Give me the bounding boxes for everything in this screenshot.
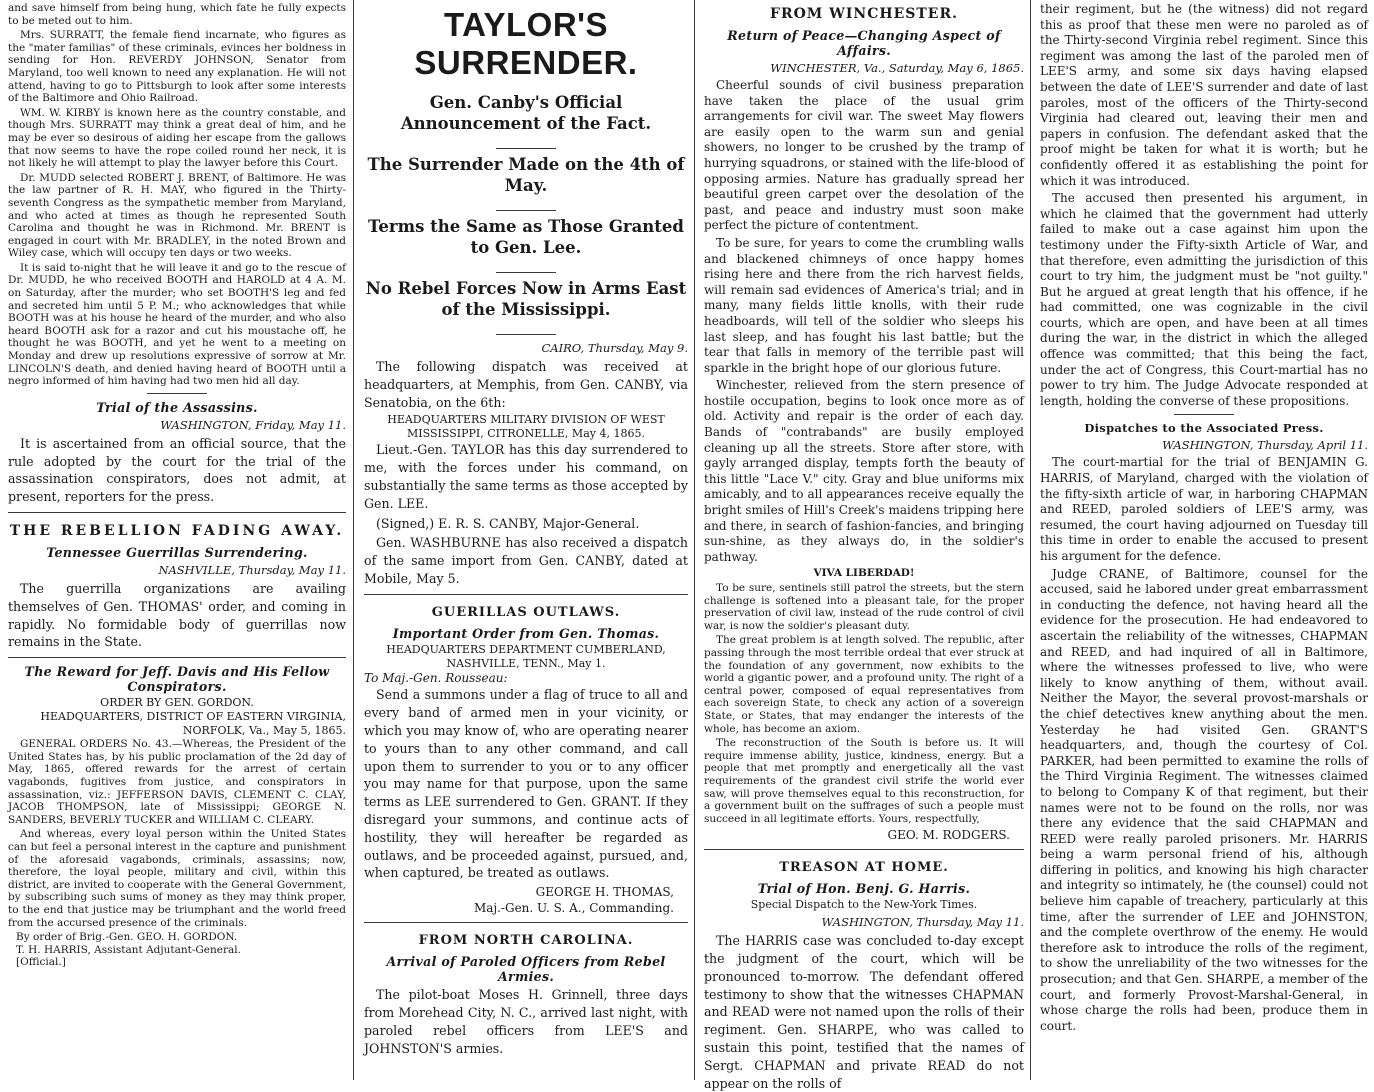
article-text: Send a summons under a flag of truce to all and every band of armed men in your vicinity, or which you may know of, who are operating nearer to yours than to any other command, and call upon them to surrender to you or to any officer you may name for that purpose, upon the same terms as LEE surrendered to Gen. GRANT. If they disregard your summons, and continue acts of hostility, they will hereafter be regarded as outlaws, and be proceeded against, pursued, and, when captured, be treated as outlaws. xyxy=(364,687,688,881)
separator xyxy=(1174,414,1234,415)
article-text: The HARRIS case was concluded to-day except the judgment of the court, which will be pronounced to-morrow. The defendant offered testimony to show that the witnesses CHAPMAN and READ were not named upon the rolls of their regiment. Gen. SHARPE, who was called to sustain this point, testified that the names of Sergt. CHAPMAN and private READ do not appear on the rolls of xyxy=(704,933,1024,1091)
column-rule xyxy=(694,0,695,1080)
deck: The Surrender Made on the 4th of May. xyxy=(367,155,685,195)
article-text: Cheerful sounds of civil business preparation have taken the place of the usual grim arrangements for civil war. The sweet May flowers are easily open to the warm sun and genial showers, no longer to be crushed by the tramp of hurrying squadrons, or stained with the life-blood of opposing armies. Nature has gradually spread her beautiful green carpet over the desolation of the past, and peace and industry must soon make perfect the picture of contentment. xyxy=(704,78,1024,233)
column-rule xyxy=(353,0,354,1080)
headline-taylors-surrender: TAYLOR'S SURRENDER. xyxy=(414,6,638,81)
article-text: The accused then presented his argument, in which he claimed that the government had utterly failed to make out a case against him upon the testimony under the Fifty-sixth Article of War, and that therefore, even admitting the jurisdiction of this court to try him, the judgment must be "not guilty." But he argued at great length that his offence, if he had committed, one was cognizable in the civil courts, which are open, and have been at all times during the war, in the district in which the alleged offence was committed; that this being the fact, under the act of Congress, this Court-martial has no power to try him. The Judge Advocate responded at length, holding the converse of these propositions. xyxy=(1040,191,1368,408)
deck: Terms the Same as Those Granted to Gen. Lee. xyxy=(368,217,684,257)
headline-dispatches-associated-press: Dispatches to the Associated Press. xyxy=(1084,421,1324,436)
article-text: Judge CRANE, of Baltimore, counsel for the accused, said he labored under great embarrassment in conducting the defence, not having heard all the evidence for the prosecution. He had endeavored to ascertain the reliability of the witnesses, CHAPMAN and REED, and had inquired of all in Baltimore, where the witnesses professed to live, who were likely to know anything of them, without avail. Neither the Mayor, the several provost-marshals or the chief detectives knew anything about the men. Yesterday he had visited Gen. GRANT'S headquarters, and, though the courtesy of Col. PARKER, had been permitted to examine the rolls of the Third Virginia Regiment. The witnesses claimed to belong to Company K of that regiment, but their names were not to be found on the rolls, nor was there any evidence that the said CHAPMAN and REED were really paroled prisoners. Mr. HARRIS being a warm personal friend of his, although differing in politics, and knowing his high character and integrity so intimately, he (the counsel) could not believe him capable of treachery, particularly at this time, after the surrender of LEE and JOHNSTON, and the complete overthrow of the enemy. He would therefore ask to introduce the rolls of the regiment, to show the unreliability of the two witnesses for the prosecution; and that Gen. SHARPE, a member of the court, and formerly Provost-Marshal-General, in whose charge the rolls had been, produce them in court. xyxy=(1040,566,1368,1033)
article-text: The reconstruction of the South is before us. It will require immense ability, justice, kindness, energy. But a people that met promptly and energetically all the vast requirements of the grandest civil strife the world ever saw, will prove themselves equal to this reconstruction, for a government built on the suffrages of such a people must succeed in all legitimate efforts. Yours, respectfully, xyxy=(704,737,1024,825)
article-text: Gen. WASHBURNE has also received a dispatch of the same import from Gen. CANBY, dated at Mobile, May 5. xyxy=(364,535,688,586)
column-4 xyxy=(1032,0,1374,1080)
column-1 xyxy=(0,0,352,1080)
byline: ORDER BY GEN. GORDON. xyxy=(100,696,254,710)
dateline: WASHINGTON, Thursday, April 11. xyxy=(1162,438,1368,453)
headline-reward-for-jeff-davis: The Reward for Jeff. Davis and His Fellow Conspirators. xyxy=(24,664,330,695)
dateline: WINCHESTER, Va., Saturday, May 6, 1865. xyxy=(770,61,1024,75)
article-text: Winchester, relieved from the stern presence of hostile occupation, begins to look once more as of old. Activity and repair is the order of each day. Bands of "contrabands" are busily employed cleaning up all the streets. Store after store, with gayly arranged display, tempts forth the beauty of this little "Lace V." city. Gray and blue uniforms mix amicably, and to all appearances receive equally the bright smiles of Hill's Creek's maidens tripping here and there, in search of fashion-fancies, and bringing sun-shine, as they always do, in the soldier's pathway. xyxy=(704,378,1024,564)
deck: Gen. Canby's Official Announcement of the Fact. xyxy=(400,93,652,133)
article-text: and save himself from being hung, which fate he fully expects to be meted out to him. xyxy=(8,2,346,27)
headline-treason-at-home: TREASON AT HOME. xyxy=(779,860,949,876)
separator xyxy=(147,393,207,394)
separator xyxy=(704,849,1024,850)
article-text: Dr. MUDD selected ROBERT J. BRENT, of Baltimore. He was the law partner of R. H. MAY, who figured in the Thirty-seventh Congress as the sympathetic member from Maryland, and who acted at times as though he represented South Carolina and thought he was in Richmond. Mr. BRENT is engaged in court with Mr. BRADLEY, in the noted Brown and Wiley case, which will occupy ten days or two weeks. xyxy=(8,171,346,260)
headline-from-north-carolina: FROM NORTH CAROLINA. xyxy=(418,933,634,949)
separator xyxy=(364,922,688,923)
signature: GEO. M. RODGERS. xyxy=(887,828,1010,843)
article-text: It is said to-night that he will leave it and go to the rescue of Dr. MUDD, he who received BOOTH and HAROLD at 4 A. M. on Saturday, after the murder; who set BOOTH'S leg and fed and secreted him until 5 P. M.; who acknowledges that while BOOTH was at his house he heard of the murder, and who also heard BOOTH ask for a razor and cut his moustache off, he thought he was BOOTH, and yet he went to a meeting on Monday and drew up resolutions expressive of sorrow at Mr. LINCOLN'S death, and denied having heard of BOOTH until a negro informed of him having had two men hid all day. xyxy=(8,261,346,388)
subheadline: Trial of Hon. Benj. G. Harris. xyxy=(757,881,971,897)
article-text: The court-martial for the trial of BENJAMIN G. HARRIS, of Maryland, charged with the violation of the fifty-sixth article of war, in harboring CHAPMAN and REED, paroled soldiers of LEE'S army, was resumed, the court having adjourned on Tuesday till this time in order to enable the accused to present his argument for the defence. xyxy=(1040,455,1368,563)
signature: GEORGE H. THOMAS, xyxy=(535,885,674,900)
article-text: Lieut.-Gen. TAYLOR has this day surrendered to me, with the forces under his command, on substantially the same terms as those accepted by Gen. LEE. xyxy=(364,442,688,511)
column-3 xyxy=(696,0,1030,1091)
headquarters-line: HEADQUARTERS, DISTRICT OF EASTERN VIRGINIA, NORFOLK, Va., May 5, 1865. xyxy=(40,710,346,738)
article-text: The guerrilla organizations are availing themselves of Gen. THOMAS' order, and coming in rapidly. No formidable body of guerrillas now remains in the State. xyxy=(8,581,346,650)
headline-rebellion-fading-away: THE REBELLION FADING AWAY. xyxy=(9,523,345,539)
headline-trial-of-the-assassins: Trial of the Assassins. xyxy=(96,399,258,415)
signature: By order of Brig.-Gen. GEO. H. GORDON. xyxy=(16,931,238,944)
subheadline: Arrival of Paroled Officers from Rebel Armies. xyxy=(386,954,666,985)
subheadline: Important Order from Gen. Thomas. xyxy=(392,625,660,641)
article-text: The following dispatch was received at headquarters, at Memphis, from Gen. CANBY, via Senatobia, on the 6th: xyxy=(364,359,688,410)
headline-guerillas-outlaws: GUERILLAS OUTLAWS. xyxy=(431,604,621,620)
separator xyxy=(496,148,556,149)
dateline: WASHINGTON, Friday, May 11. xyxy=(160,417,346,432)
article-text: Mrs. SURRATT, the female fiend incarnate, who figures as the "mater familias" of these criminals, evinces her boldness in sending for Hon. REVERDY JOHNSON, Senator from Maryland, too well known to need any explanation. He will not attend, having to go to Pittsburgh to look after some interests of the Baltimore and Ohio Railroad. xyxy=(8,29,346,105)
separator xyxy=(496,334,556,335)
article-text: GENERAL ORDERS No. 43.—Whereas, the President of the United States has, by his public proclamation of the 2d day of May, 1865, offered rewards for the arrest of certain vagabonds, fugitives from justice, and conspirators in assassination, viz.: JEFFERSON DAVIS, CLEMENT C. CLAY, JACOB THOMPSON, late of Mississippi; GEORGE N. SANDERS, BEVERLY TUCKER and WILLIAM C. CLEARY. xyxy=(8,738,346,826)
separator xyxy=(496,272,556,273)
column-rule xyxy=(1030,0,1031,1080)
article-text: WM. W. KIRBY is known here as the country constable, and though Mrs. SURRATT may think a great deal of him, and he may be ever so desirous of aiding her escape from the gallows that now seems to have the rope coiled round her neck, it is not likely he will attempt to play the lawyer before this Court. xyxy=(8,106,346,170)
article-text: To be sure, sentinels still patrol the streets, but the stern challenge is softened into a pleasant tale, for the proper preservation of civil law, instead of the rude control of civil war, is now the soldier's pleasant duty. xyxy=(704,582,1024,632)
article-text: It is ascertained from an official source, that the rule adopted by the court for the trial of the assassination conspirators, does not admit, at present, reporters for the press. xyxy=(8,435,346,505)
article-text: And whereas, every loyal person within the United States can but feel a personal interest in the capture and punishment of the aforesaid vagabonds, criminals, assassins; now, therefore, the loyal people, military and civil, within this district, are invited to cooperate with the General Government, by subscribing such sums of money as they may think proper, to the end that justice may be triumphant and the world freed from the accursed presence of the criminals. xyxy=(8,828,346,929)
subheadline: Return of Peace—Changing Aspect of Affairs. xyxy=(727,28,1001,58)
byline: Special Dispatch to the New-York Times. xyxy=(750,898,978,912)
dateline: WASHINGTON, Thursday, May 11. xyxy=(821,915,1024,930)
dateline: NASHVILLE, Thursday, May 11. xyxy=(158,563,346,577)
deck: No Rebel Forces Now in Arms East of the Mississippi. xyxy=(365,279,687,319)
separator xyxy=(8,512,346,513)
headline-from-winchester: FROM WINCHESTER. xyxy=(770,6,958,22)
separator xyxy=(496,210,556,211)
headquarters-line: HEADQUARTERS MILITARY DIVISION OF WEST MISSISSIPPI, CITRONELLE, May 4, 1865. xyxy=(387,413,665,441)
dateline: CAIRO, Thursday, May 9. xyxy=(541,341,688,355)
signature: [Official.] xyxy=(16,956,66,969)
signature: T. H. HARRIS, Assistant Adjutant-General. xyxy=(16,943,241,956)
article-text: (Signed,) E. R. S. CANBY, Major-General. xyxy=(376,515,640,531)
subheadline: Tennessee Guerrillas Surrendering. xyxy=(46,545,308,560)
headquarters-line: HEADQUARTERS DEPARTMENT CUMBERLAND, NASHVILLE, TENN., May 1. xyxy=(386,642,666,670)
addressee: To Maj.-Gen. Rousseau: xyxy=(364,670,508,685)
article-text: The great problem is at length solved. The republic, after passing through the most terrible ordeal that ever struck at the foundation of any government, now exhibits to the world a gigantic power, and a profound unity. The right of a central power, composed of equal representatives from each sovereign State, to check any action of a sovereign State, or States, that may endanger the interests of the whole, has become an axiom. xyxy=(704,634,1024,735)
article-text: their regiment, but he (the witness) did not regard this as proof that these men were no paroled as of the Thirty-second Virginia rebel regiment. Since this regiment was among the last of the paroled men of LEE'S army, and some six days having elapsed between the date of LEE'S surrender and date of last paroles, most of the officers of the Thirty-second Virginia had cleared out, leaving their men and papers in confusion. The defendant asked that the proof might be taken for what it is worth; but he confidently offered it as establishing the point for which it was introduced. xyxy=(1040,2,1368,188)
article-text: The pilot-boat Moses H. Grinnell, three days from Morehead City, N. C., arrived last night, with paroled rebel officers from LEE'S and JOHNSTON'S armies. xyxy=(364,987,688,1056)
article-text: To be sure, for years to come the crumbling walls and blackened chimneys of once happy homes rising here and there from the rich harvest fields, will remain sad evidences of America's trial; and in many, many fields little knolls, with their rude headboards, will tell of the soldier who sleeps his last sleep, and has fought his last battle; but the tear that falls in memory of the terrible past will sparkle in the bright hope of our glorious future. xyxy=(704,235,1024,375)
separator xyxy=(8,657,346,658)
separator xyxy=(364,594,688,595)
column-2 xyxy=(356,0,694,1080)
signature: Maj.-Gen. U. S. A., Commanding. xyxy=(473,901,674,916)
section-cry: VIVA LIBERDAD! xyxy=(813,567,915,580)
